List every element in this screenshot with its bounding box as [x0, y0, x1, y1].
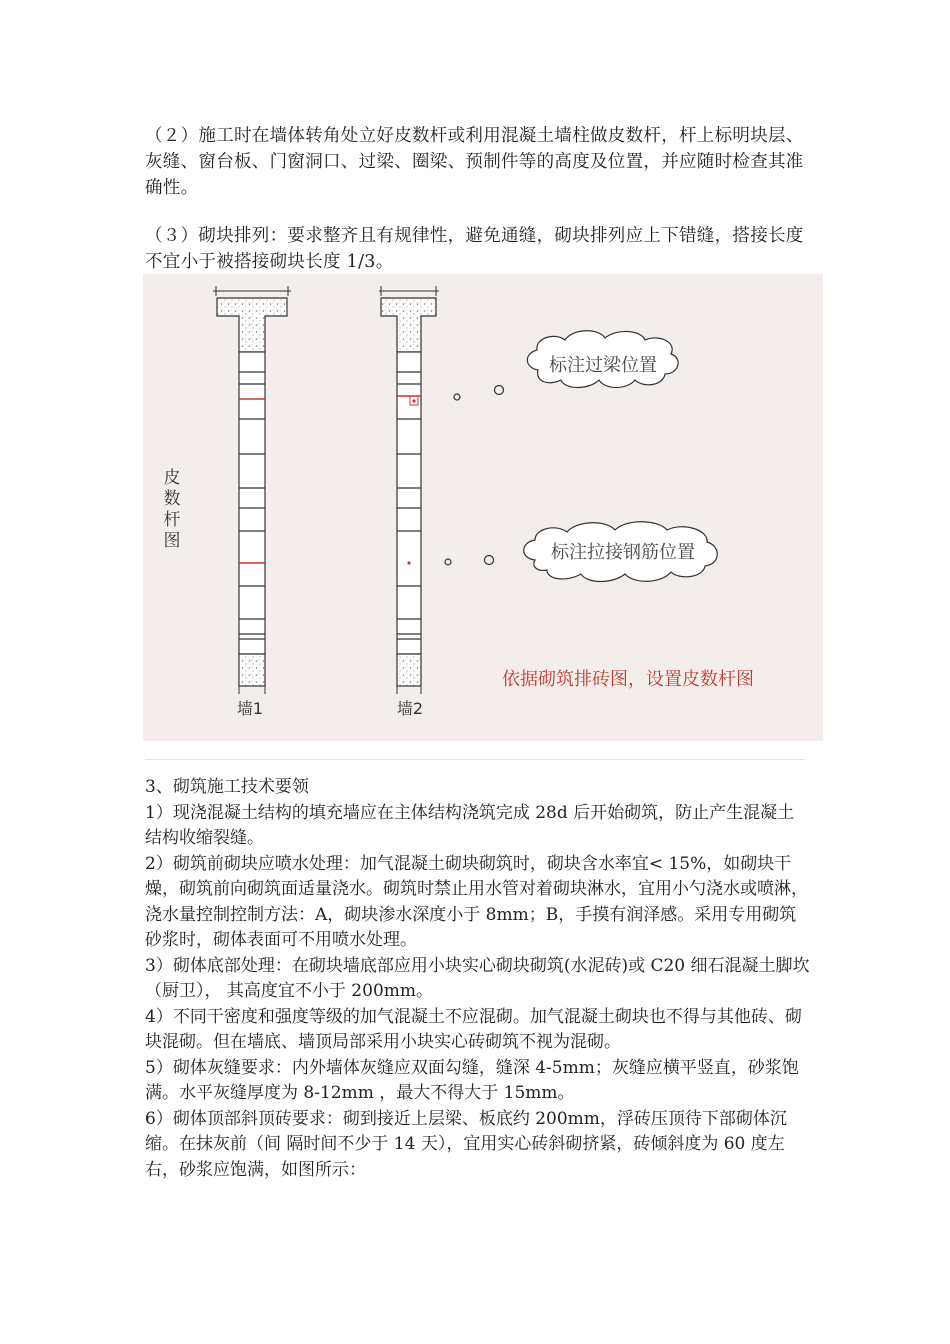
t-beam-section: [381, 298, 436, 352]
list-item: 6）砌体顶部斜顶砖要求：砌到接近上层梁、板底约 200mm，浮砖压顶待下部砌体沉缩。在抹灰前（间 隔时间不少于 14 天），宜用实心砖斜砌挤紧，砖倾斜度为 60 度左右，砂浆应饱满，如图所示：: [145, 1108, 787, 1180]
section-title: 3、砌筑施工技术要领: [145, 777, 309, 797]
figure-caption: 依据砌筑排砖图，设置皮数杆图: [502, 669, 754, 690]
paragraph-3: （３）砌块排列：要求整齐且有规律性，避免通缝，砌块排列应上下错缝，搭接长度不宜小于被搭接砌块长度 1/3。: [145, 226, 804, 272]
list-item: 5）砌体灰缝要求：内外墙体灰缝应双面勾缝，缝深 4-5mm；灰缝应横平竖直，砂浆饱满。水平灰缝厚度为 8-12mm ，最大不得大于 15mm。: [145, 1057, 799, 1103]
side-label: [164, 468, 181, 551]
cloud-lintel: [527, 331, 678, 388]
wall2-label: 墙2: [396, 699, 424, 718]
base-section: [397, 654, 421, 686]
cloud-rebar-text: 标注拉接钢筋位置: [551, 542, 695, 563]
side-label-char: 皮: [163, 468, 181, 488]
side-label-char: 图: [163, 531, 181, 551]
cloud-rebar: [524, 522, 718, 582]
paragraph-2: （２）施工时在墙体转角处立好皮数杆或利用混凝土墙柱做皮数杆，杆上标明块层、灰缝、窗台板、门窗洞口、过梁、圈梁、预制件等的高度及位置，并应随时检查其准确性。: [145, 126, 804, 198]
base-section: [239, 654, 265, 686]
list-item: 1）现浇混凝土结构的填充墙应在主体结构浇筑完成 28d 后开始砌筑，防止产生混凝土结构收缩裂缝。: [145, 802, 795, 848]
cloud-lintel-text: 标注过梁位置: [549, 355, 657, 376]
side-label-char: 杆: [163, 510, 181, 530]
side-label-char: 数: [163, 489, 181, 509]
list-item: 4）不同干密度和强度等级的加气混凝土不应混砌。加气混凝土砌块也不得与其他砖、砌 块混砌。但在墙底、墙顶局部采用小块实心砖砌筑不视为混砌。: [145, 1006, 802, 1052]
rebar-mark-dot: [407, 561, 410, 564]
wall1-pole: [213, 286, 291, 694]
divider: [145, 759, 805, 760]
wall2-pole: [379, 286, 439, 694]
story-pole-figure: [143, 274, 823, 741]
t-beam-section: [217, 298, 287, 352]
list-item: 3）砌体底部处理：在砌块墙底部应用小块实心砌块砌筑(水泥砖)或 C20 细石混凝土脚坎（厨卫）， 其高度宜不小于 200mm。: [145, 955, 810, 1001]
section-3: [145, 775, 810, 1183]
wall1-label: 墙1: [236, 699, 264, 718]
list-item: 2）砌筑前砌块应喷水处理：加气混凝土砌块砌筑时，砌块含水率宜< 15%，如砌块干燥，砌筑前向砌筑面适量浇水。砌筑时禁止用水管对着砌块淋水，宜用小勺浇水或喷淋，浇水量控制控制方法：A，砌块渗水深度小于 8mm；B，手摸有润泽感。采用专用砌筑砂浆时，砌体表面可不用喷水处理。: [145, 853, 808, 950]
